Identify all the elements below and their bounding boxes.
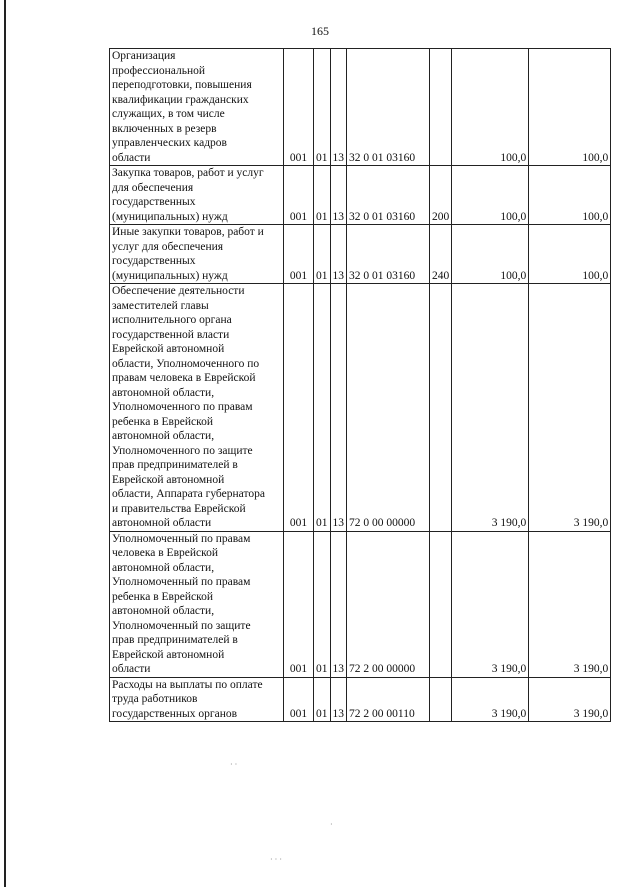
- expense-type-code: 200: [430, 166, 452, 225]
- table-row: [110, 225, 611, 284]
- section-code: 01: [314, 531, 331, 677]
- amount-year-2: 3 190,0: [529, 531, 611, 677]
- amount-year-1: 3 190,0: [452, 677, 529, 722]
- expense-name-text: Иные закупки товаров, работ и услуг для обеспечения государственных (муниципальных) нужд: [112, 226, 264, 282]
- page-edge-line: [4, 0, 6, 887]
- target-article-code: 32 0 01 03160: [347, 225, 430, 284]
- expense-name: [110, 677, 284, 722]
- target-article-code: 72 2 00 00110: [347, 677, 430, 722]
- expense-name: [110, 166, 284, 225]
- grbs-code: 001: [284, 531, 314, 677]
- expense-name-text: Закупка товаров, работ и услуг для обеспечения государственных (муниципальных) нужд: [112, 167, 264, 223]
- expense-name: [110, 49, 284, 166]
- grbs-code: 001: [284, 284, 314, 532]
- amount-year-1: 100,0: [452, 225, 529, 284]
- subsection-code: 13: [330, 49, 347, 166]
- table-row: [110, 677, 611, 722]
- section-code: 01: [314, 166, 331, 225]
- subsection-code: 13: [330, 166, 347, 225]
- expense-name: [110, 225, 284, 284]
- expense-name-text: Организация профессиональной переподготовки, повышения квалификации гражданских служащих, в том числе включенных в резерв управленческих кадров области: [112, 50, 252, 164]
- target-article-code: 32 0 01 03160: [347, 166, 430, 225]
- target-article-code: 32 0 01 03160: [347, 49, 430, 166]
- subsection-code: 13: [330, 531, 347, 677]
- table-row: [110, 284, 611, 532]
- amount-year-1: 100,0: [452, 49, 529, 166]
- grbs-code: 001: [284, 677, 314, 722]
- expense-name-text: Обеспечение деятельности заместителей главы исполнительного органа государственной власти Еврейской автономной области, Уполномоченного по правам человека в Еврейской автономной области, Уполномоченного по правам ребенка в Еврейской автономной области, Уполномоченного по защите прав предпринимателей в Еврейской автономной области, Аппарата губернатора и правительства Еврейской автономной области: [112, 285, 265, 529]
- subsection-code: 13: [330, 284, 347, 532]
- expense-type-code: [430, 677, 452, 722]
- expense-name-text: Расходы на выплаты по оплате труда работников государственных органов: [112, 678, 263, 720]
- page-number: 165: [311, 24, 329, 38]
- table-row: [110, 531, 611, 677]
- grbs-code: 001: [284, 166, 314, 225]
- amount-year-2: 100,0: [529, 49, 611, 166]
- expense-type-code: [430, 49, 452, 166]
- amount-year-1: 100,0: [452, 166, 529, 225]
- scan-artifact: · ·: [230, 760, 238, 769]
- scan-artifact: · · ·: [270, 855, 282, 864]
- section-code: 01: [314, 225, 331, 284]
- amount-year-2: 100,0: [529, 225, 611, 284]
- expense-type-code: [430, 531, 452, 677]
- amount-year-2: 3 190,0: [529, 284, 611, 532]
- expense-name: [110, 531, 284, 677]
- expense-name-text: Уполномоченный по правам человека в Еврейской автономной области, Уполномоченный по правам ребенка в Еврейской автономной области, Уполномоченный по защите прав предпринимателей в Еврейской автономной области: [112, 532, 251, 675]
- amount-year-2: 3 190,0: [529, 677, 611, 722]
- section-code: 01: [314, 284, 331, 532]
- subsection-code: 13: [330, 677, 347, 722]
- scan-artifact: ·: [330, 820, 333, 829]
- target-article-code: 72 2 00 00000: [347, 531, 430, 677]
- amount-year-1: 3 190,0: [452, 531, 529, 677]
- budget-table: [109, 48, 611, 722]
- grbs-code: 001: [284, 49, 314, 166]
- expense-type-code: 240: [430, 225, 452, 284]
- section-code: 01: [314, 677, 331, 722]
- table-row: [110, 166, 611, 225]
- amount-year-1: 3 190,0: [452, 284, 529, 532]
- grbs-code: 001: [284, 225, 314, 284]
- table-row: [110, 49, 611, 166]
- expense-name: [110, 284, 284, 532]
- subsection-code: 13: [330, 225, 347, 284]
- amount-year-2: 100,0: [529, 166, 611, 225]
- section-code: 01: [314, 49, 331, 166]
- target-article-code: 72 0 00 00000: [347, 284, 430, 532]
- expense-type-code: [430, 284, 452, 532]
